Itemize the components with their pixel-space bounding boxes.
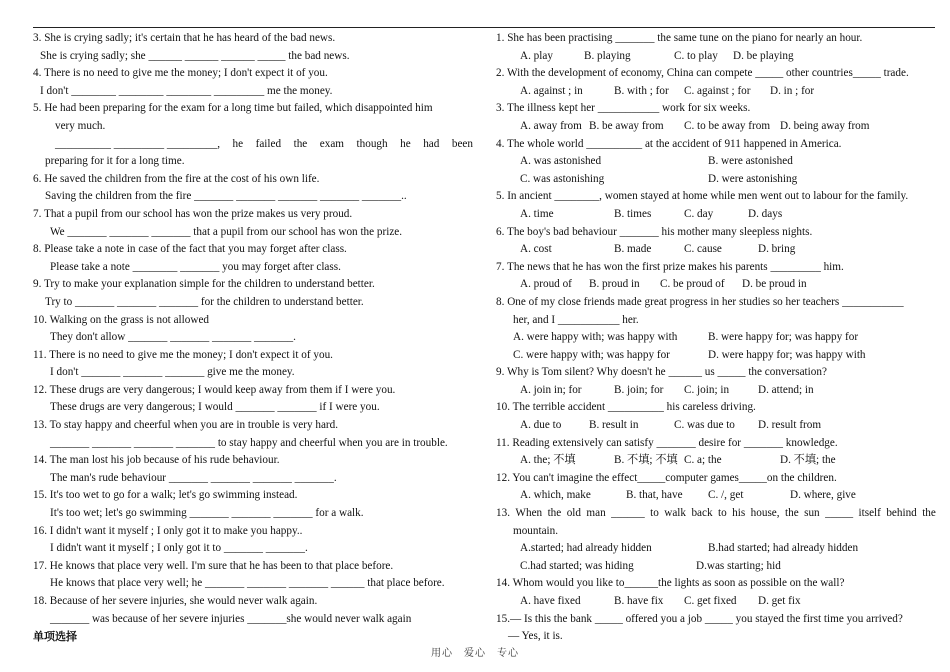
left-line: I don't ________ ________ ________ _________ me the money. [40, 84, 333, 97]
left-line: 9. Try to make your explanation simple for the children to understand better. [33, 278, 375, 291]
question-word: behind [886, 507, 917, 520]
left-line: 3. She is crying sadly; it's certain that he has heard of the bad news. [33, 32, 336, 44]
left-line: 7. That a pupil from our school has won the prize makes us very proud. [33, 207, 353, 220]
justified-word: had [423, 137, 440, 150]
justified-word: he [232, 137, 244, 150]
option-a: A. against ; in [520, 84, 583, 97]
question-word: walk [664, 507, 687, 520]
left-line: 15. It's too wet to go for a walk; let's go swimming instead. [33, 489, 298, 502]
question: 8. One of my close friends made great progress in her studies so her teachers ___________ [496, 295, 904, 308]
option-c: C. day [684, 207, 714, 220]
question-word: ______ [611, 507, 645, 520]
option-d: D. were astonishing [708, 172, 798, 185]
option-c: C. to play [674, 49, 718, 62]
option-a: A.started; had already hidden [520, 542, 652, 555]
left-line: 10. Walking on the grass is not allowed [33, 313, 210, 326]
left-line: preparing for it for a long time. [45, 155, 185, 168]
option-d: D. being away from [780, 119, 870, 132]
question-word: back [691, 507, 713, 520]
option-d: D. be proud in [742, 278, 807, 291]
question: 1. She has been practising _______ the same tune on the piano for nearly an hour. [496, 32, 863, 44]
option-a: A. join in; for [520, 383, 582, 396]
left-line: Try to _______ _______ _______ for the children to understand better. [45, 295, 364, 308]
left-line: Please take a note ________ _______ you may forget after class. [50, 260, 341, 273]
left-line: They don't allow _______ _______ _______ _______. [50, 331, 296, 344]
question-word: _____ [825, 507, 854, 520]
option-c: C. be proud of [660, 278, 725, 291]
option-c: C.had started; was hiding [520, 559, 634, 572]
option-a: A. was astonished [520, 155, 602, 168]
left-line: 16. I didn't want it myself ; I only got it to make you happy.. [33, 524, 303, 537]
question: 12. You can't imagine the effect_____computer games_____on the children. [496, 471, 837, 484]
question-word: the [922, 507, 936, 520]
left-line: 17. He knows that place very well. I'm sure that he has been to that place before. [33, 559, 394, 572]
option-c: C. join; in [684, 383, 730, 396]
left-line: _______ _______ _______ _______ to stay happy and cheerful when you are in trouble. [50, 436, 448, 449]
option-a: A. due to [520, 419, 562, 432]
option-a: A. proud of [520, 278, 572, 291]
option-c: C. /, get [708, 489, 744, 502]
question-word: When [515, 507, 543, 520]
question: 10. The terrible accident __________ his careless driving. [496, 401, 756, 414]
option-c: C. was due to [674, 419, 735, 432]
option-c: C. against ; for [684, 84, 751, 97]
blank-words: __________ _________ _________, [55, 137, 221, 150]
option-a: A. were happy with; was happy with [513, 331, 678, 344]
option-b: B. made [614, 243, 652, 256]
question-word: his [732, 507, 746, 520]
question-word: to [718, 507, 727, 520]
option-a: A. which, make [520, 489, 591, 502]
question: 2. With the development of economy, China can compete _____ other countries_____ trade. [496, 67, 909, 80]
left-line [33, 136, 473, 154]
question: 15.— Is this the bank _____ offered you a job _____ you stayed the first time you arrived? [496, 612, 903, 625]
options [496, 171, 936, 189]
question [496, 505, 936, 523]
option-d: D. days [748, 207, 783, 220]
option-b: B. proud in [589, 278, 640, 291]
option-d: D. in ; for [770, 84, 815, 97]
left-line: These drugs are very dangerous; I would _______ _______ if I were you. [50, 401, 380, 414]
justified-word: though [356, 137, 388, 150]
option-b: B.had started; had already hidden [708, 542, 859, 555]
option-b: B. playing [584, 49, 631, 62]
question-word: the [547, 507, 562, 520]
question: 14. Whom would you like to______the lights as soon as possible on the wall? [496, 577, 845, 590]
justified-word: been [451, 137, 473, 150]
option-a: A. have fixed [520, 595, 581, 607]
justified-word: exam [319, 137, 345, 150]
option-b: B. join; for [614, 383, 664, 396]
options [496, 241, 936, 259]
left-line: 11. There is no need to give me the money; I don't expect it of you. [33, 348, 333, 361]
left-line: We _______ _______ _______ that a pupil from our school has won the prize. [50, 225, 403, 238]
options [496, 329, 936, 347]
option-a: A. the; 不填 [520, 454, 576, 467]
options [496, 593, 936, 611]
question-word: to [650, 507, 659, 520]
question: 9. Why is Tom silent? Why doesn't he ______ us _____ the conversation? [496, 366, 827, 379]
section-title: 单项选择 [33, 630, 77, 644]
question: 11. Reading extensively can satisfy _______ desire for _______ knowledge. [496, 436, 838, 449]
option-a: A. time [520, 207, 554, 220]
left-line: 18. Because of her severe injuries, she would never walk again. [33, 595, 318, 607]
left-column [33, 30, 473, 646]
option-d: D. be playing [733, 49, 794, 62]
left-line: 12. These drugs are very dangerous; I would keep away from them if I were you. [33, 383, 396, 396]
question-word: man [586, 507, 606, 520]
options [496, 382, 936, 400]
options [496, 347, 936, 365]
option-c: C. cause [684, 243, 722, 256]
question-continued: mountain. [513, 524, 559, 537]
options [496, 48, 936, 66]
justified-word: he [400, 137, 411, 150]
option-b: B. were happy for; was happy for [708, 331, 859, 344]
option-c: C. was astonishing [520, 172, 605, 185]
left-line: 4. There is no need to give me the money; I don't expect it of you. [33, 67, 328, 80]
option-b: B. have fix [614, 595, 664, 607]
option-d: D. were happy for; was happy with [708, 348, 866, 361]
right-column [496, 30, 936, 646]
left-line: very much. [55, 119, 106, 132]
options [496, 540, 936, 558]
justified-word: the [293, 137, 308, 150]
option-a: A. play [520, 49, 553, 62]
option-d: D. bring [758, 243, 796, 256]
option-d: D. result from [758, 419, 822, 432]
left-line: He knows that place very well; he _______ _______ _______ ______ that place before. [50, 577, 445, 590]
left-line: 13. To stay happy and cheerful when you are in trouble is very hard. [33, 419, 339, 432]
option-d: D. 不填; the [780, 454, 836, 467]
option-b: B. were astonished [708, 155, 793, 168]
left-line: Saving the children from the fire _______ _______ _______ _______ _______.. [45, 190, 407, 203]
question: 4. The whole world __________ at the accident of 911 happened in America. [496, 137, 842, 150]
left-line: _______ was because of her severe injuries _______she would never walk again [50, 612, 412, 625]
left-line: 8. Please take a note in case of the fact that you may forget after class. [33, 243, 347, 256]
option-b: B. result in [589, 419, 639, 432]
options [496, 206, 936, 224]
options [496, 558, 936, 576]
question-continued: her, and I ___________ her. [513, 313, 639, 326]
option-b: B. that, have [626, 489, 683, 502]
justified-word: failed [255, 137, 282, 150]
left-line: The man's rude behaviour _______ _______ _______ _______. [50, 471, 337, 484]
option-d: D. where, give [790, 489, 856, 502]
left-line: It's too wet; let's go swimming _______ _______ _______ for a walk. [50, 507, 364, 520]
option-c: C. get fixed [684, 595, 737, 607]
question-continued: — Yes, it is. [508, 630, 563, 643]
option-b: B. 不填; 不填 [614, 454, 678, 467]
question: 7. The news that he has won the first prize makes his parents _________ him. [496, 260, 844, 273]
top-rule [33, 27, 935, 28]
options [496, 83, 936, 101]
question: 6. The boy's bad behaviour _______ his mother many sleepless nights. [496, 225, 813, 238]
options [496, 417, 936, 435]
left-line: 5. He had been preparing for the exam for a long time but failed, which disappointed him [33, 102, 433, 115]
question-word: the [785, 507, 799, 520]
page-footer: 用心 爱心 专心 [431, 648, 519, 659]
question-word: house, [750, 507, 780, 520]
option-a: A. cost [520, 243, 552, 256]
left-line: I don't _______ _______ _______ give me the money. [50, 366, 295, 379]
option-d: D.was starting; hid [696, 559, 781, 572]
options [496, 118, 936, 136]
left-line: 14. The man lost his job because of his rude behaviour. [33, 454, 280, 467]
option-c: C. were happy with; was happy for [513, 348, 670, 361]
question: 5. In ancient ________, women stayed at home while men went out to labour for the family. [496, 190, 909, 203]
question-word: 13. [496, 507, 510, 520]
question: 3. The illness kept her ___________ work for six weeks. [496, 102, 751, 115]
option-b: B. with ; for [614, 84, 669, 97]
option-c: C. a; the [684, 454, 722, 467]
question-word: itself [858, 507, 881, 520]
option-c: C. to be away from [684, 119, 771, 132]
option-d: D. attend; in [758, 383, 814, 396]
options [496, 487, 936, 505]
option-a: A. away from [520, 119, 582, 132]
left-line: I didn't want it myself ; I only got it to _______ _______. [50, 542, 308, 555]
options [496, 276, 936, 294]
question-word: sun [804, 507, 820, 520]
option-b: B. times [614, 207, 652, 220]
question-word: old [566, 507, 581, 520]
options [496, 153, 936, 171]
option-b: B. be away from [589, 119, 664, 132]
left-line: 6. He saved the children from the fire at the cost of his own life. [33, 172, 320, 185]
options [496, 452, 936, 470]
option-d: D. get fix [758, 595, 801, 607]
left-line: She is crying sadly; she ______ ______ ______ _____ the bad news. [40, 49, 350, 62]
